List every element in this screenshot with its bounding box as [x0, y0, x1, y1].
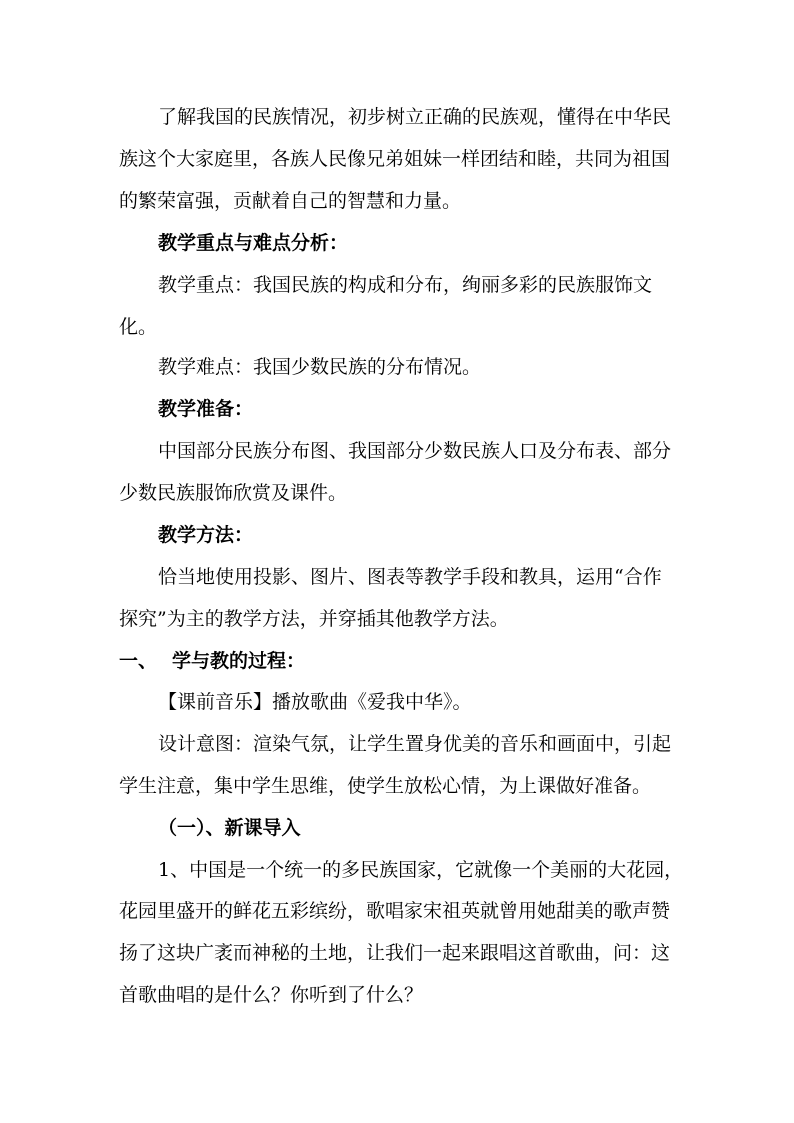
paragraph-line: 设计意图：渲染气氛，让学生置身优美的音乐和画面中，引起	[158, 733, 672, 755]
paragraph-line: 了解我国的民族情况，初步树立正确的民族观，懂得在中华民	[158, 106, 672, 128]
heading-process: 学与教的过程：	[172, 650, 306, 672]
heading-preparation: 教学准备：	[158, 398, 254, 420]
paragraph-line: 少数民族服饰欣赏及课件。	[119, 482, 348, 504]
paragraph-line: 族这个大家庭里，各族人民像兄弟姐妹一样团结和睦，共同为祖国	[119, 148, 671, 170]
paragraph-line: 恰当地使用投影、图片、图表等教学手段和教具，运用“合作	[158, 566, 662, 588]
heading-intro: （一）、新课导入	[158, 817, 301, 839]
paragraph-line: 首歌曲唱的是什么？你听到了什么？	[119, 984, 424, 1006]
paragraph-line: 探究”为主的教学方法，并穿插其他教学方法。	[119, 608, 509, 630]
paragraph-line: 扬了这块广袤而神秘的土地，让我们一起来跟唱这首歌曲，问：这	[119, 942, 671, 964]
paragraph-line: 【课前音乐】播放歌曲《爱我中华》。	[158, 691, 472, 713]
paragraph-line: 化。	[119, 316, 158, 338]
heading-key-points: 教学重点与难点分析：	[158, 232, 349, 254]
paragraph-line: 教学重点：我国民族的构成和分布，绚丽多彩的民族服饰文	[158, 274, 653, 296]
paragraph-line: 中国部分民族分布图、我国部分少数民族人口及分布表、部分	[158, 440, 672, 462]
heading-process-number: 一、	[119, 650, 158, 672]
paragraph-line: 花园里盛开的鲜花五彩缤纷，歌唱家宋祖英就曾用她甜美的歌声赞	[119, 900, 671, 922]
paragraph-line: 的繁荣富强，贡献着自己的智慧和力量。	[119, 190, 462, 212]
paragraph-line: 教学难点：我国少数民族的分布情况。	[158, 356, 482, 378]
heading-method: 教学方法：	[158, 524, 254, 546]
paragraph-line: 学生注意，集中学生思维，使学生放松心情，为上课做好准备。	[119, 775, 652, 797]
paragraph-line: 1、中国是一个统一的多民族国家，它就像一个美丽的大花园，	[158, 859, 684, 881]
